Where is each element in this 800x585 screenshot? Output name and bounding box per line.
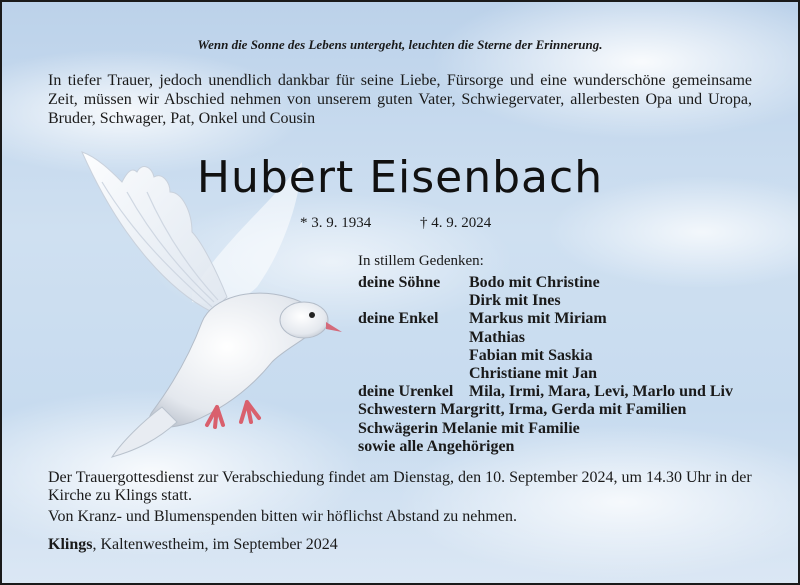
relation-label [358,347,469,365]
relation-label: deine Söhne [358,274,441,291]
family-member: Dirk mit Ines [469,292,561,310]
flowers-notice: Von Kranz- und Blumenspenden bitten wir höflichst Abstand zu nehmen. [48,508,517,525]
family-row [358,292,733,310]
memory-label: In stillem Gedenken: [358,253,484,269]
motto: Wenn die Sonne des Lebens untergeht, leuchten die Sterne der Erinnerung. [197,37,603,52]
family-extra: Schwestern Margritt, Irma, Gerda mit Familien [358,401,687,419]
relation-label [358,292,469,310]
family-row-extra [358,420,733,438]
relation-label: deine Urenkel [358,383,454,401]
family-list [358,274,733,456]
family-row-extra [358,438,733,456]
family-row [358,383,733,401]
relation-label [358,365,469,383]
family-member: Markus mit Miriam [469,310,607,328]
family-row [358,365,733,383]
family-row [358,329,733,347]
family-member: Mathias [469,328,525,346]
family-member: Mila, Irmi, Mara, Levi, Marlo und Liv [469,383,733,401]
relation-label [358,329,469,347]
death-date: † 4. 9. 2024 [420,215,492,231]
family-member: Christiane mit Jan [469,365,597,383]
birth-date: * 3. 9. 1934 [300,215,372,231]
deceased-name: Hubert Eisenbach [196,152,604,203]
family-member: Fabian mit Saskia [469,346,593,364]
family-member: Bodo mit Christine [469,274,600,291]
place-date [48,536,338,554]
family-row [358,310,733,328]
family-row [358,274,733,292]
place-town: Klings [48,536,93,553]
family-extra: sowie alle Angehörigen [358,437,515,455]
intro-text: In tiefer Trauer, jedoch unendlich dankbar für seine Liebe, Fürsorge und eine wunderschöne gemeinsame Zeit, müssen wir Abschied nehmen von unserem guten Vater, Schwiegervater, allerbesten Opa und Uropa, Bruder, Schwager, Pat, Onkel und Cousin [48,72,752,127]
family-row-extra [358,401,733,419]
service-notice: Der Trauergottesdienst zur Verabschiedung findet am Dienstag, den 10. September 2024, um 14.30 Uhr in der Kirche zu Klings statt. [48,469,752,504]
relation-label: deine Enkel [358,310,439,328]
place-rest: , Kaltenwestheim, im September 2024 [92,536,338,553]
family-extra: Schwägerin Melanie mit Familie [358,419,580,437]
family-row [358,347,733,365]
